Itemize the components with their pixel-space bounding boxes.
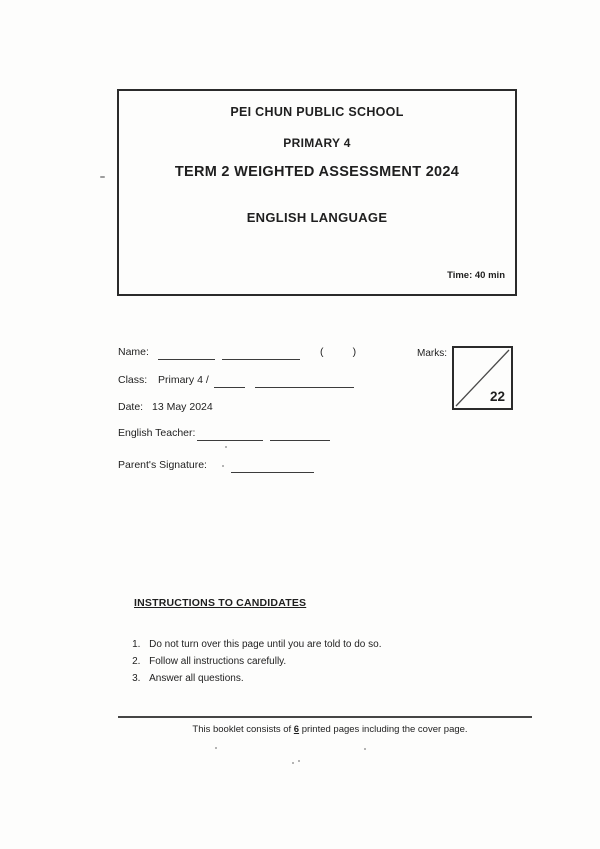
class-blank-line-2 (255, 375, 354, 388)
parent-signature-row (118, 459, 378, 475)
scan-speck (298, 760, 300, 762)
parent-signature-label: Parent's Signature: (118, 459, 207, 471)
page-count: 6 (293, 724, 300, 735)
level-title: PRIMARY 4 (283, 136, 351, 150)
instruction-text: Follow all instructions carefully. (149, 656, 287, 667)
instruction-number: 1. (132, 639, 141, 650)
class-value: Primary 4 / (158, 374, 209, 386)
date-value: 13 May 2024 (152, 401, 213, 413)
class-blank-line-1 (214, 375, 245, 388)
marks-box (452, 346, 513, 410)
exam-header-box (117, 89, 517, 296)
scan-speck (292, 762, 294, 764)
instruction-item (121, 662, 244, 695)
scan-speck (222, 465, 224, 467)
scan-speck (215, 747, 217, 749)
scan-speck (364, 748, 366, 750)
instruction-number: 2. (132, 656, 141, 667)
class-row (118, 374, 378, 390)
parent-signature-blank-line (231, 460, 314, 473)
subject-title: ENGLISH LANGUAGE (246, 210, 388, 225)
class-label: Class: (118, 374, 148, 386)
marks-total: 22 (489, 389, 505, 404)
english-teacher-label: English Teacher: (118, 427, 196, 439)
scan-speck (225, 446, 227, 448)
teacher-row (118, 427, 378, 443)
booklet-note (118, 724, 542, 735)
index-number-parentheses: ( ) (320, 346, 357, 358)
footer-rule (118, 716, 532, 718)
date-label: Date: (118, 401, 144, 413)
marks-label: Marks: (417, 348, 447, 359)
time-allowed: Time: 40 min (447, 270, 505, 281)
name-row (118, 346, 378, 362)
date-row (118, 401, 378, 417)
booklet-note-prefix: This booklet consists of (192, 724, 294, 735)
school-name: PEI CHUN PUBLIC SCHOOL (230, 105, 404, 119)
assessment-title: TERM 2 WEIGHTED ASSESSMENT 2024 (174, 164, 460, 180)
teacher-blank-line-1 (197, 428, 263, 441)
instruction-number: 3. (132, 673, 141, 684)
instruction-text: Do not turn over this page until you are told to do so. (149, 639, 382, 650)
booklet-note-suffix: printed pages including the cover page. (299, 724, 468, 735)
name-blank-line-2 (222, 347, 300, 360)
scan-speck (100, 176, 105, 178)
instructions-title: INSTRUCTIONS TO CANDIDATES (134, 597, 307, 609)
name-blank-line-1 (158, 347, 215, 360)
instruction-text: Answer all questions. (149, 673, 244, 684)
name-label: Name: (118, 346, 149, 358)
teacher-blank-line-2 (270, 428, 330, 441)
